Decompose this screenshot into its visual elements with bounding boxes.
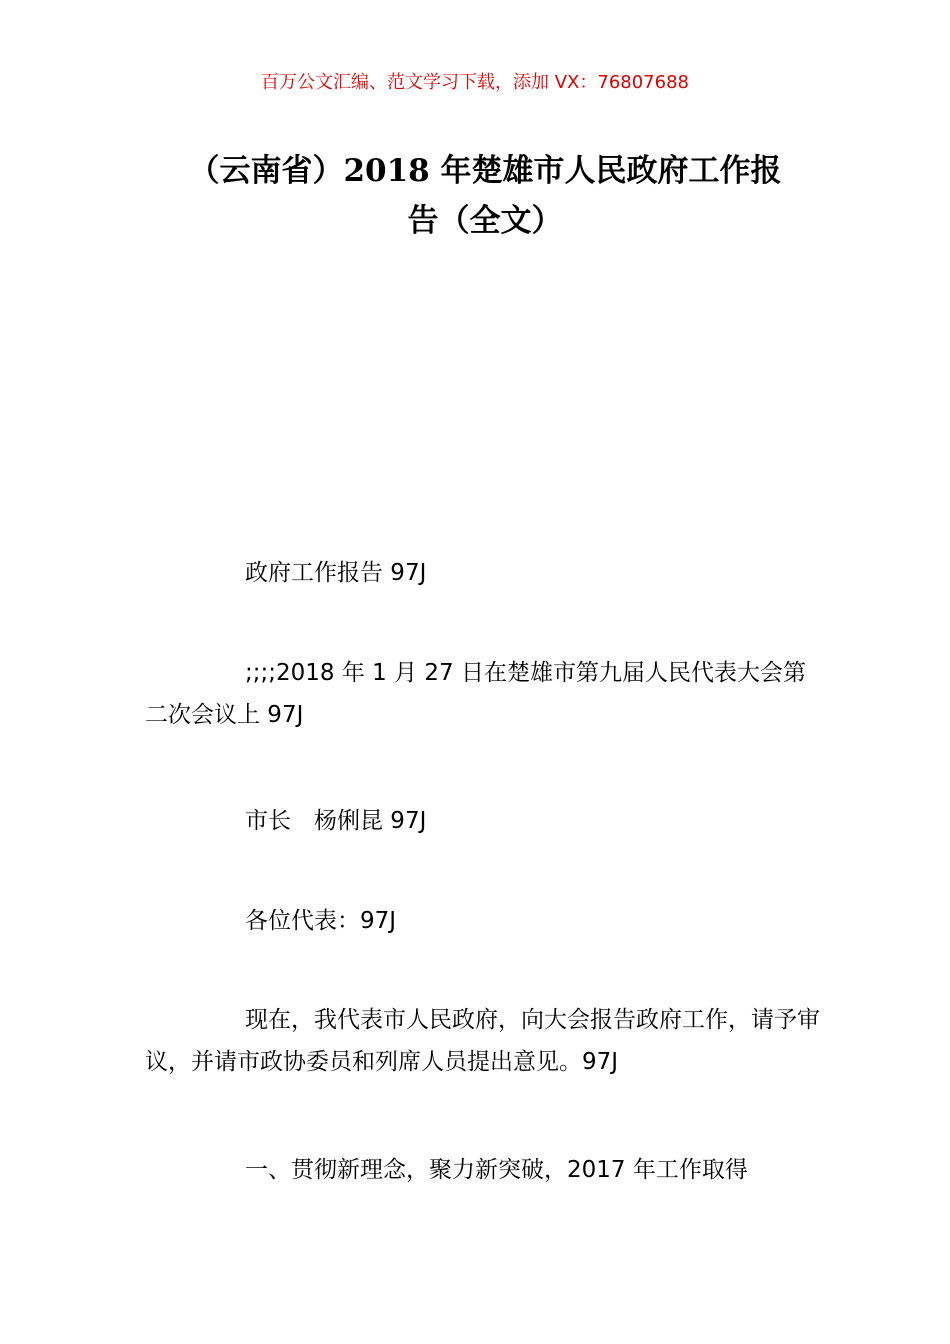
header-note: 百万公文汇编、范文学习下载，添加 VX：76807688 <box>261 72 689 93</box>
document-title <box>150 146 820 246</box>
paragraph-section-one: 一、贯彻新理念，聚力新突破，2017 年工作取得 <box>245 1157 748 1183</box>
document-title-line-2: 告（全文） <box>407 203 563 239</box>
paragraph-meeting-date: ;;;;2018 年 1 月 27 日在楚雄市第九届人民代表大会第二次会议上 97J <box>145 660 806 728</box>
paragraph-intro: 现在，我代表市人民政府，向大会报告政府工作，请予审议，并请市政协委员和列席人员提出意见。97J <box>145 1007 820 1075</box>
paragraph-mayor: 市长 杨俐昆 97J <box>245 808 427 834</box>
document-title-line-1: （云南省）2018 年楚雄市人民政府工作报 <box>188 153 782 189</box>
paragraph-salutation: 各位代表：97J <box>245 908 397 934</box>
paragraph-report-heading: 政府工作报告 97J <box>245 560 427 586</box>
